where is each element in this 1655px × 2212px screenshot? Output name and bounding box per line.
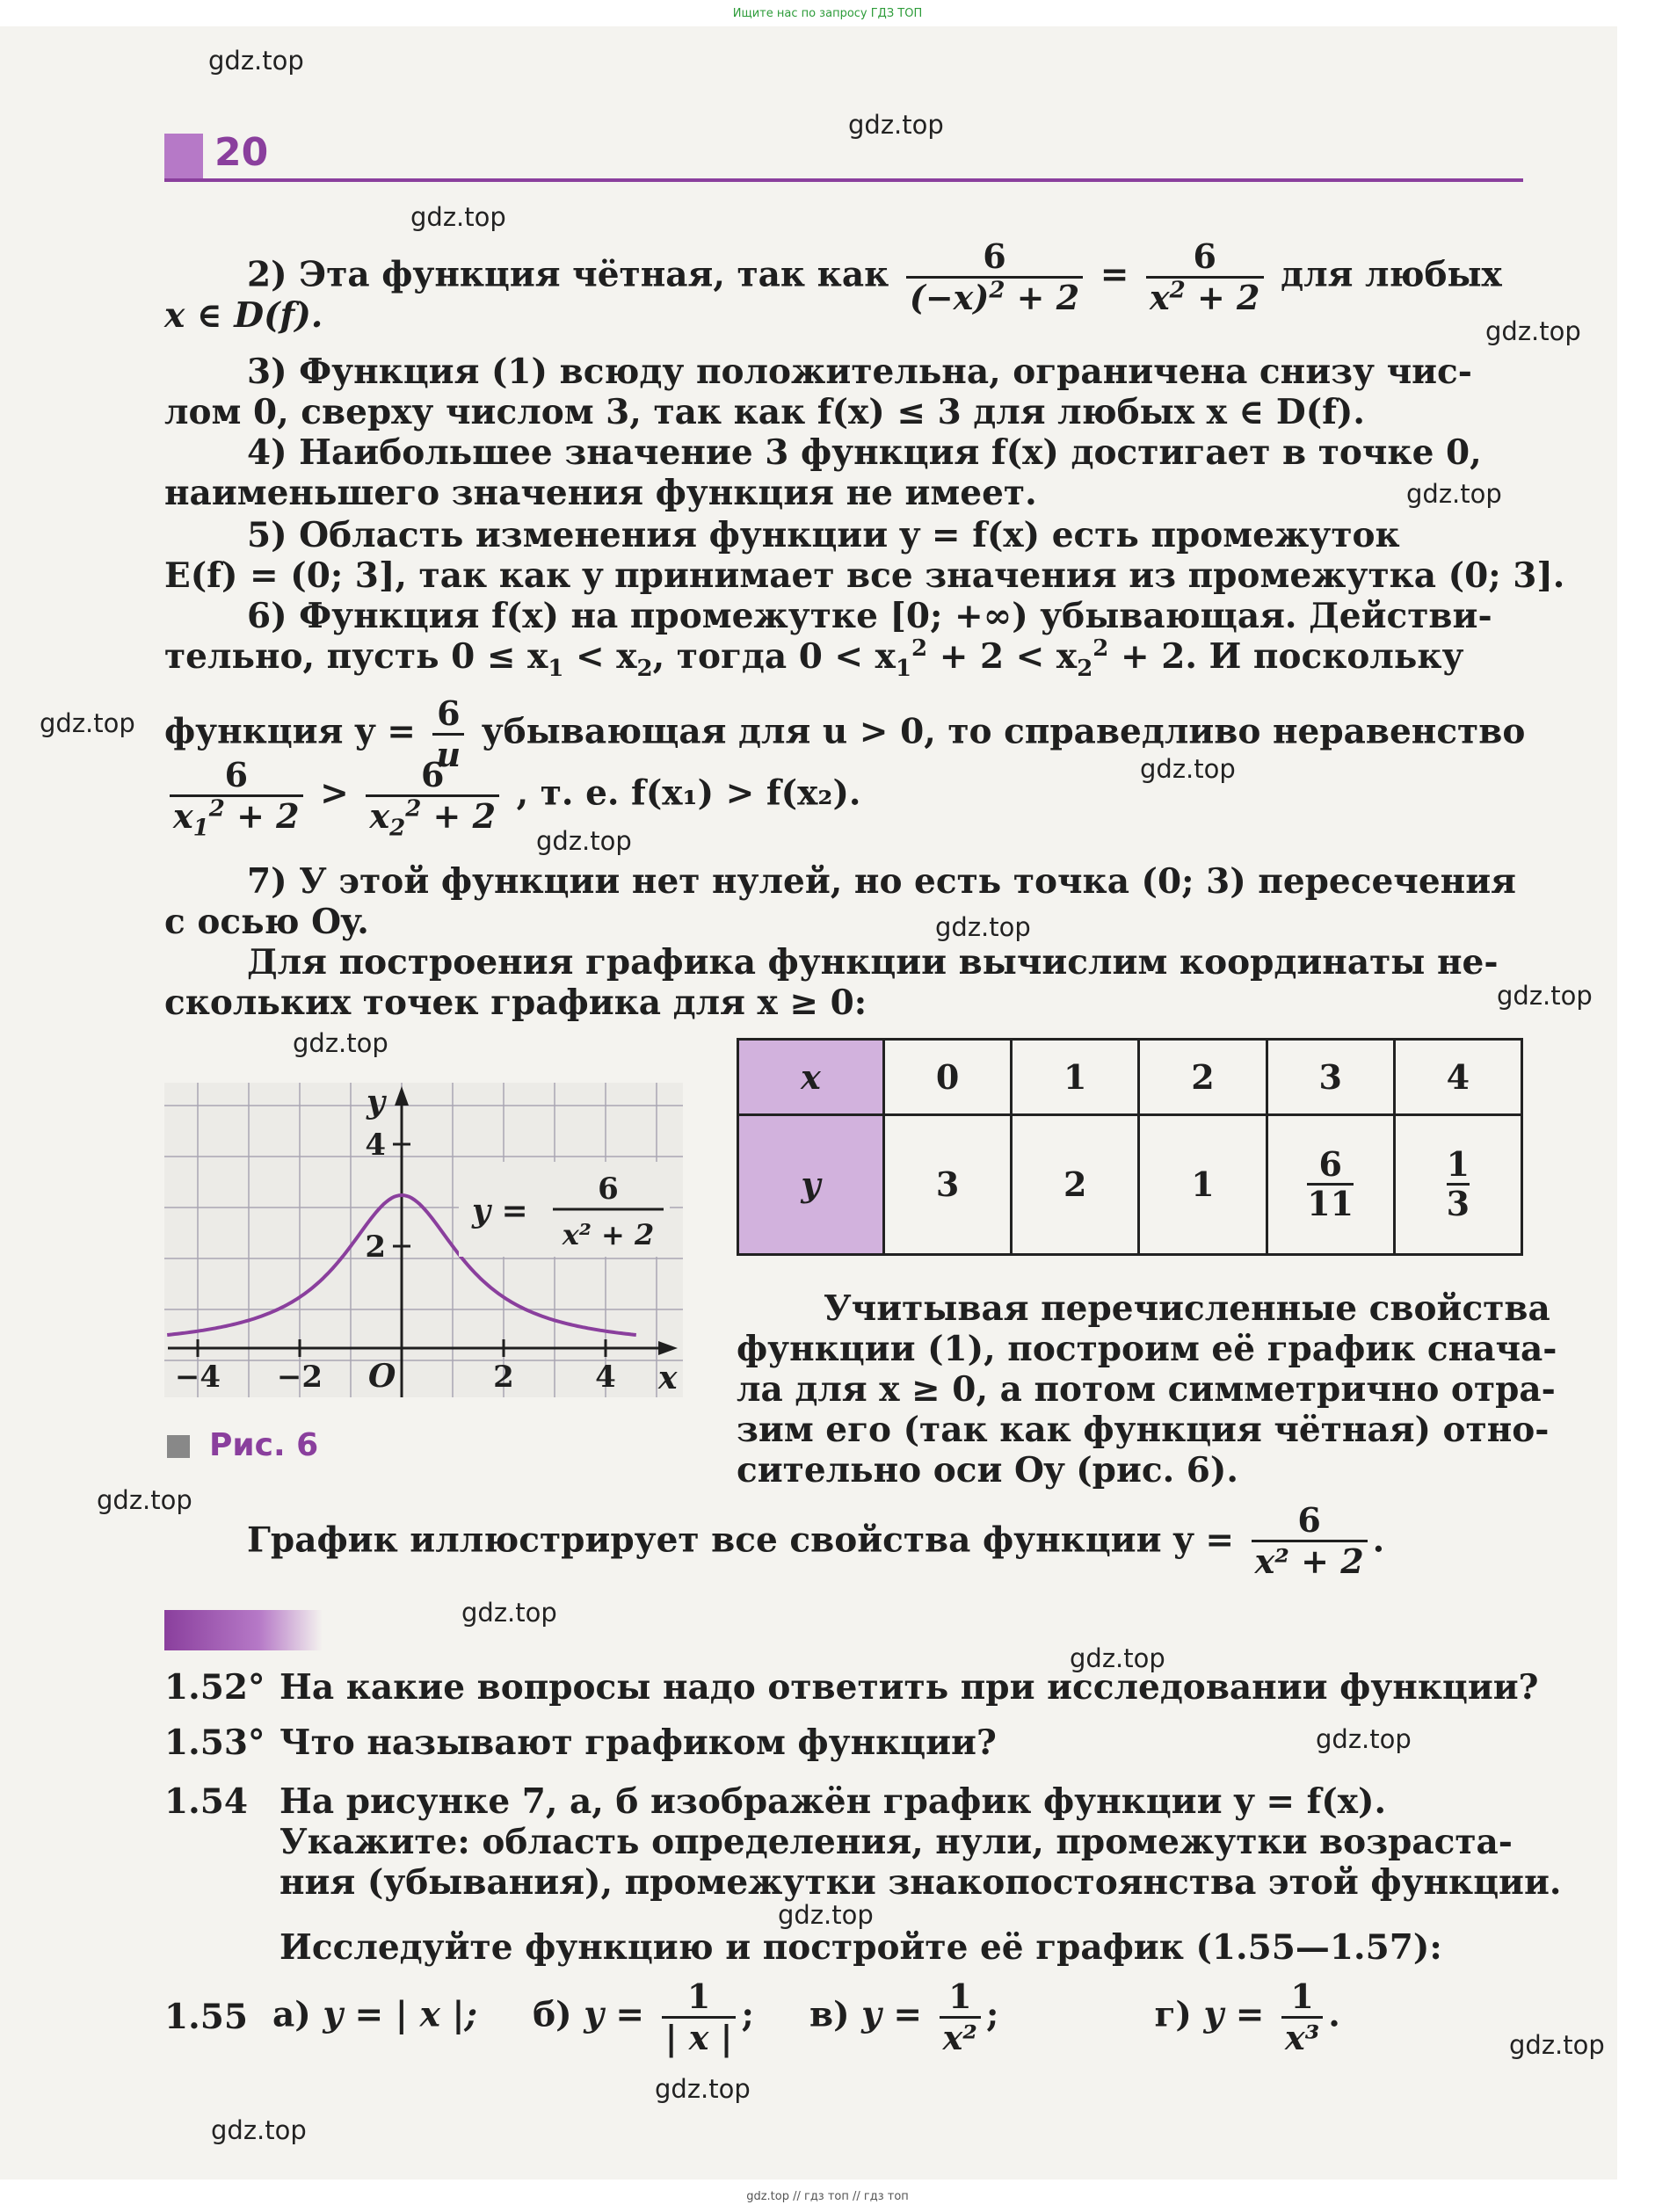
exercise-number: 1.55 [164, 1997, 248, 2037]
denominator: x³ [1281, 2016, 1323, 2057]
y-tick-label: 4 [365, 1128, 386, 1163]
paragraph-8-line-2: скольких точек графика для x ≥ 0: [164, 983, 867, 1023]
table-fraction [1307, 1143, 1354, 1223]
watermark: gdz.top [40, 708, 135, 738]
watermark: gdz.top [848, 110, 944, 140]
watermark: gdz.top [293, 1028, 388, 1058]
watermark: gdz.top [536, 826, 632, 856]
formula-denominator: x² + 2 [562, 1218, 655, 1251]
item-expression: y = [861, 1994, 923, 2035]
text: для любых [1281, 254, 1502, 295]
numerator: 6 [224, 755, 249, 794]
figure-marker [167, 1435, 190, 1458]
watermark: gdz.top [655, 2074, 751, 2104]
text: , т. е. f(x₁) > f(x₂). [516, 772, 861, 814]
equals: = [1100, 254, 1129, 295]
side-text-line: сительно оси Oy (рис. 6). [737, 1450, 1238, 1490]
table-cell: 2 [1139, 1040, 1267, 1115]
watermark: gdz.top [208, 46, 304, 76]
x-tick-label: −2 [276, 1360, 323, 1395]
den-tail: + 2 [1185, 278, 1260, 317]
table-fraction [1446, 1143, 1470, 1223]
watermark: gdz.top [1406, 479, 1502, 509]
item-label: а) [272, 1994, 311, 2035]
watermark: gdz.top [935, 912, 1031, 942]
denominator: x² [940, 2016, 981, 2057]
numerator: 1 [1446, 1143, 1470, 1184]
origin-label: O [368, 1358, 396, 1395]
paragraph-8-line-1: Для построения графика функции вычислим координаты не- [247, 942, 1499, 983]
denominator: | x | [662, 2016, 737, 2057]
y-axis-label: y [367, 1084, 385, 1121]
text: ; [741, 1994, 754, 2035]
paragraph-2-line-2: x ∈ D(f). [164, 295, 323, 336]
numerator: 6 [1297, 1500, 1321, 1540]
numerator: 1 [1290, 1976, 1314, 2016]
paragraph-3-line-1: 3) Функция (1) всюду положительна, ограничена снизу чис- [247, 352, 1472, 392]
x-tick-label: 2 [493, 1360, 514, 1395]
den-tail: + 2 [1005, 278, 1080, 317]
item-expression: y = [1203, 1994, 1265, 2035]
numerator: 1 [686, 1976, 711, 2016]
numerator: 6 [1318, 1143, 1342, 1184]
text: + 2. И поскольку [1108, 636, 1464, 677]
greater-than: > [320, 772, 349, 814]
den-base: (−x) [909, 278, 990, 317]
item-expression: y = | x |; [323, 1994, 477, 2035]
fraction [366, 755, 499, 842]
numerator: 6 [1193, 236, 1216, 276]
graph-formula [459, 1162, 670, 1257]
watermark: gdz.top [1070, 1643, 1165, 1673]
top-banner: Ищите нас по запросу ГДЗ ТОП [732, 7, 923, 20]
table-cell: 1 [1139, 1114, 1267, 1254]
item-label: в) [809, 1994, 850, 2035]
fraction [1281, 1977, 1323, 2057]
table-header-x: x [738, 1040, 884, 1115]
watermark: gdz.top [461, 1598, 557, 1628]
fraction [940, 1977, 981, 2057]
denominator: x² + 2 [1252, 1540, 1368, 1581]
den-exp: 2 [989, 277, 1005, 304]
page-number-box [164, 134, 203, 179]
instruction-line: Исследуйте функцию и постройте её график (1.55—1.57): [279, 1927, 1442, 1968]
watermark: gdz.top [778, 1900, 874, 1930]
exercise-text: ния (убывания), промежутки знакопостоянства этой функции. [279, 1862, 1562, 1903]
exercise-number: 1.53° [164, 1722, 265, 1763]
subscript: 1 [192, 815, 209, 842]
paragraph-4-line-2: наименьшего значения функция не имеет. [164, 473, 1037, 513]
table-cell [1394, 1114, 1521, 1254]
text: < x [563, 636, 637, 677]
subscript: 1 [548, 655, 564, 682]
summary-line [247, 1500, 1523, 1581]
superscript: 2 [1092, 635, 1109, 662]
item-label: б) [533, 1994, 572, 2035]
function-graph [164, 1083, 692, 1408]
denominator [170, 794, 303, 842]
text: ; [985, 1994, 999, 2035]
exercise-number: 1.54 [164, 1781, 248, 1822]
figure-caption: Рис. 6 [209, 1427, 319, 1463]
formula-prefix: y = [472, 1193, 528, 1229]
text: График иллюстрирует все свойства функции y = [247, 1519, 1235, 1561]
den-tail: + 2 [224, 796, 300, 836]
den-tail: + 2 [421, 796, 497, 836]
text: убывающая для u > 0, то справедливо неравенство [481, 711, 1526, 752]
page-number: 20 [214, 130, 269, 175]
table-row [738, 1114, 1522, 1254]
watermark: gdz.top [211, 2115, 307, 2145]
y-tick-label: 2 [365, 1229, 386, 1265]
header-rule [164, 178, 1523, 182]
paragraph-3-line-2: лом 0, сверху числом 3, так как f(x) ≤ 3 для любых x ∈ D(f). [164, 392, 1365, 432]
table-row [738, 1040, 1522, 1115]
numerator: 6 [421, 755, 445, 794]
paragraph-5-line-2: E(f) = (0; 3], так как y принимает все значения из промежутка (0; 3]. [164, 555, 1565, 596]
watermark: gdz.top [1497, 981, 1593, 1011]
den-base: x [369, 796, 390, 836]
text: , тогда 0 < x [652, 636, 896, 677]
item-label: г) [1154, 1994, 1192, 2035]
subscript: 2 [636, 655, 653, 682]
values-table [737, 1038, 1523, 1256]
denominator [366, 794, 499, 842]
text: 2) Эта функция чётная, так как [247, 254, 889, 295]
subscript: 2 [389, 815, 406, 842]
den-base: x [173, 796, 193, 836]
side-text-line: Учитывая перечисленные свойства [824, 1288, 1550, 1329]
table-cell: 2 [1012, 1114, 1139, 1254]
table-cell: 3 [883, 1114, 1011, 1254]
side-text-line: ла для x ≥ 0, а потом симметрично отра- [737, 1369, 1556, 1410]
fraction [1252, 1501, 1368, 1581]
table-header-y: y [738, 1114, 884, 1254]
exercise-text: Что называют графиком функции? [279, 1722, 997, 1763]
watermark: gdz.top [1316, 1724, 1412, 1754]
x-tick-label: 4 [595, 1360, 616, 1395]
side-text-line: зим его (так как функция чётная) отно- [737, 1410, 1550, 1450]
formula-numerator: 6 [598, 1171, 619, 1207]
fraction [662, 1977, 737, 2057]
paragraph-6-line-2 [164, 635, 1523, 682]
x-tick-label: −4 [174, 1360, 221, 1395]
item-expression: y = [584, 1994, 645, 2035]
watermark: gdz.top [1509, 2030, 1605, 2060]
exercises-section-bar [164, 1610, 323, 1650]
paragraph-5-line-1: 5) Область изменения функции y = f(x) есть промежуток [247, 515, 1400, 555]
denominator: u [432, 733, 464, 774]
paragraph-7-line-1: 7) У этой функции нет нулей, но есть точка (0; 3) пересечения [247, 861, 1516, 902]
superscript: 2 [208, 795, 225, 823]
table-cell: 4 [1394, 1040, 1521, 1115]
numerator: 6 [437, 693, 461, 733]
exercise-text: На какие вопросы надо ответить при исследовании функции? [279, 1667, 1539, 1708]
subscript: 1 [895, 655, 912, 682]
text: + 2 < x [927, 636, 1078, 677]
paragraph-7-line-2: с осью Oy. [164, 902, 369, 942]
text: . [1372, 1519, 1385, 1561]
exercise-text: Укажите: область определения, нули, промежутки возраста- [279, 1822, 1513, 1862]
table-cell: 1 [1012, 1040, 1139, 1115]
text: функция y = [164, 711, 416, 752]
table-cell [1267, 1114, 1394, 1254]
text: . [1328, 1994, 1340, 2035]
den-base: x [1150, 278, 1170, 317]
fraction [170, 755, 303, 842]
watermark: gdz.top [410, 202, 506, 232]
exercise-text: На рисунке 7, а, б изображён график функции y = f(x). [279, 1781, 1387, 1822]
superscript: 2 [911, 635, 928, 662]
text: тельно, пусть 0 ≤ x [164, 636, 548, 677]
watermark: gdz.top [97, 1485, 192, 1515]
watermark: gdz.top [1485, 316, 1581, 346]
exercise-155-items [272, 1977, 1529, 2057]
bottom-banner: gdz.top // гдз топ // гдз топ [746, 2190, 909, 2203]
paragraph-6-line-1: 6) Функция f(x) на промежутке [0; +∞) убывающая. Действи- [247, 596, 1492, 636]
watermark: gdz.top [1140, 754, 1236, 784]
exercise-number: 1.52° [164, 1667, 265, 1708]
denominator: 11 [1307, 1183, 1354, 1223]
side-text-line: функции (1), построим её график снача- [737, 1329, 1557, 1369]
numerator: 6 [983, 236, 1006, 276]
table-cell: 3 [1267, 1040, 1394, 1115]
paragraph-4-line-1: 4) Наибольшее значение 3 функция f(x) достигает в точке 0, [247, 432, 1482, 473]
denominator: 3 [1446, 1183, 1470, 1223]
superscript: 2 [405, 795, 422, 823]
subscript: 2 [1077, 655, 1093, 682]
den-exp: 2 [1169, 277, 1186, 304]
numerator: 1 [948, 1976, 972, 2016]
table-cell: 0 [883, 1040, 1011, 1115]
x-axis-label: x [658, 1360, 678, 1396]
